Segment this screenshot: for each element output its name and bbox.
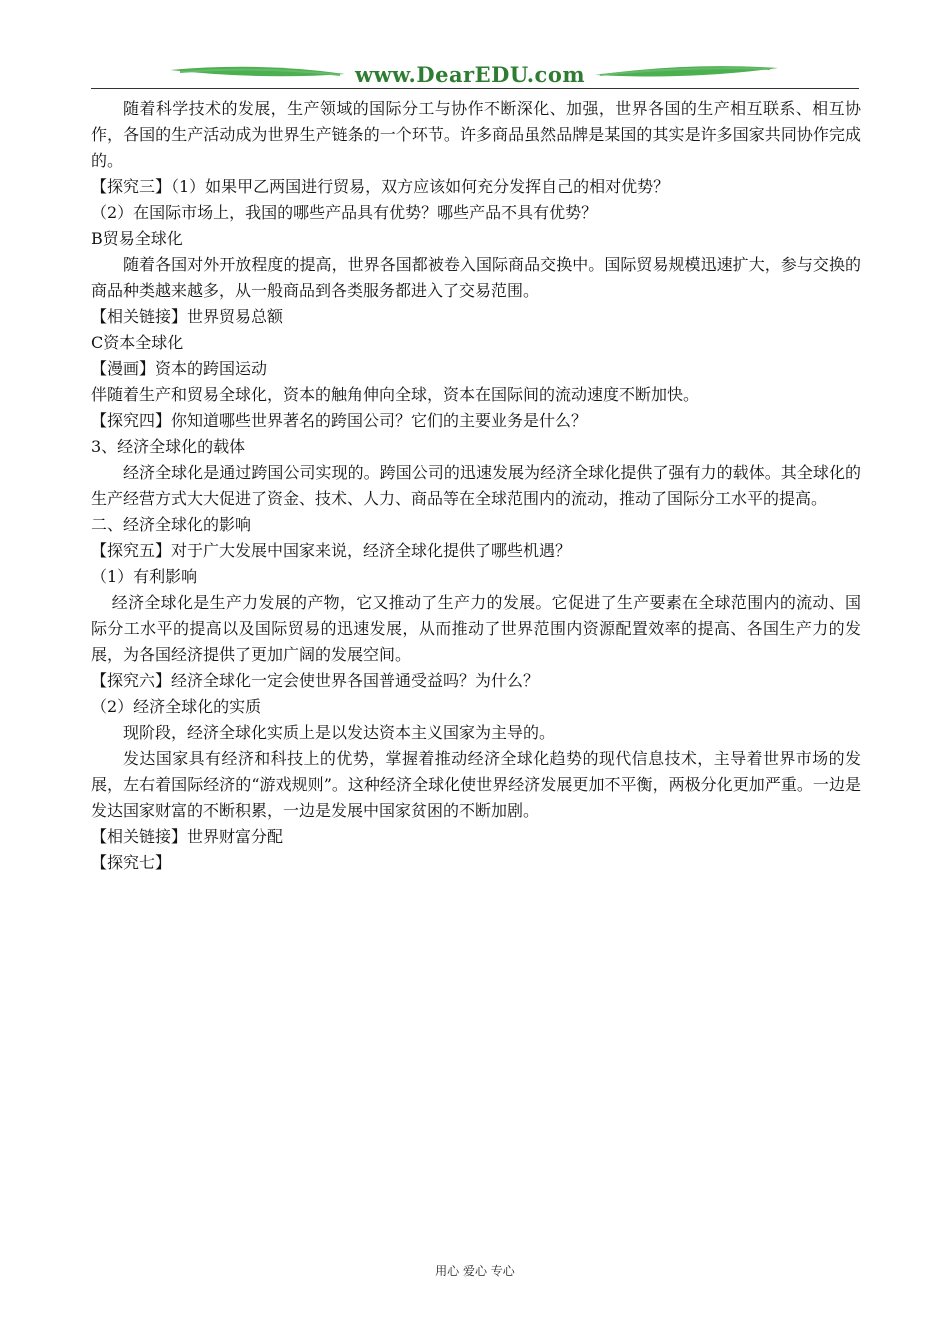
paragraph: 经济全球化是通过跨国公司实现的。跨国公司的迅速发展为经济全球化提供了强有力的载体。其全球化的生产经营方式大大促进了资金、技术、人力、商品等在全球范围内的流动，推动了国际分工水平的提高。 <box>91 463 861 508</box>
subsection-heading: （1）有利影响 <box>91 567 198 586</box>
section-heading: B贸易全球化 <box>91 229 183 248</box>
paragraph: 随着各国对外开放程度的提高，世界各国都被卷入国际商品交换中。国际贸易规模迅速扩大，参与交换的商品种类越来越多，从一般商品到各类服务都进入了交易范围。 <box>91 255 861 300</box>
subsection-heading: （2）经济全球化的实质 <box>91 697 262 716</box>
question-heading: 【探究七】 <box>91 853 172 872</box>
question-text: （2）在国际市场上，我国的哪些产品具有优势？哪些产品不具有优势？ <box>91 203 598 222</box>
paragraph: 现阶段，经济全球化实质上是以发达资本主义国家为主导的。 <box>123 723 556 742</box>
header-divider <box>91 88 859 89</box>
page-footer: 用心 爱心 专心 <box>435 1264 515 1278</box>
document-body <box>91 96 861 876</box>
paragraph: 随着科学技术的发展，生产领域的国际分工与协作不断深化、加强，世界各国的生产相互联系、相互协作，各国的生产活动成为世界生产链条的一个环节。许多商品虽然品牌是某国的其实是许多国家共同协作完成的。 <box>91 99 861 170</box>
section-heading: C资本全球化 <box>91 333 184 352</box>
question-heading: 【探究三】（1）如果甲乙两国进行贸易，双方应该如何充分发挥自己的相对优势？ <box>91 177 670 196</box>
paragraph: 经济全球化是生产力发展的产物，它又推动了生产力的发展。它促进了生产要素在全球范围内的流动、国际分工水平的提高以及国际贸易的迅速发展，从而推动了世界范围内资源配置效率的提高、各国生产力的发展，为各国经济提供了更加广阔的发展空间。 <box>91 593 861 664</box>
site-logo-text: www.DearEDU.com <box>354 62 586 87</box>
paragraph: 伴随着生产和贸易全球化，资本的触角伸向全球，资本在国际间的流动速度不断加快。 <box>91 385 700 404</box>
paragraph: 发达国家具有经济和科技上的优势，掌握着推动经济全球化趋势的现代信息技术，主导着世界市场的发展，左右着国际经济的“游戏规则”。这种经济全球化使世界经济发展更加不平衡，两极分化更加严重。一边是发达国家财富的不断积累，一边是发展中国家贫困的不断加剧。 <box>91 749 861 820</box>
page-header <box>0 0 950 100</box>
question-heading: 【探究四】你知道哪些世界著名的跨国公司？它们的主要业务是什么？ <box>91 411 588 430</box>
cartoon-note: 【漫画】资本的跨国运动 <box>91 359 268 378</box>
section-heading: 二、经济全球化的影响 <box>91 515 252 534</box>
related-link: 【相关链接】世界贸易总额 <box>91 307 284 326</box>
section-heading: 3、经济全球化的载体 <box>91 437 246 456</box>
related-link: 【相关链接】世界财富分配 <box>91 827 284 846</box>
question-heading: 【探究六】经济全球化一定会使世界各国普通受益吗？为什么？ <box>91 671 540 690</box>
question-heading: 【探究五】对于广大发展中国家来说，经济全球化提供了哪些机遇？ <box>91 541 572 560</box>
